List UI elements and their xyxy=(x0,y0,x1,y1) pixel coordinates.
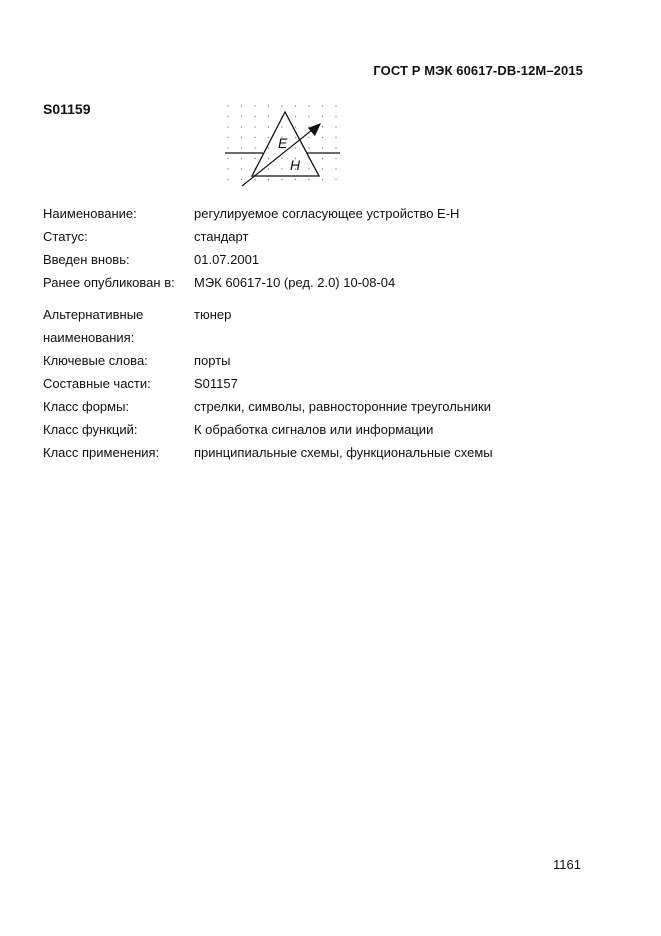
field-label: Составные части: xyxy=(43,376,151,391)
field-value: стандарт xyxy=(194,229,249,244)
field-row xyxy=(43,326,623,349)
field-value: стрелки, символы, равносторонние треугольники xyxy=(194,399,491,414)
label-h: H xyxy=(290,157,301,173)
field-value: S01157 xyxy=(194,376,238,391)
adjust-arrow-head xyxy=(308,123,321,136)
field-value: МЭК 60617-10 (ред. 2.0) 10-08-04 xyxy=(194,275,396,290)
field-row xyxy=(43,372,623,395)
field-row xyxy=(43,248,623,271)
label-e: E xyxy=(278,135,288,151)
standard-header: ГОСТ Р МЭК 60617-DB-12M–2015 xyxy=(373,63,583,78)
field-label: Альтернативные xyxy=(43,307,144,322)
field-label: Класс функций: xyxy=(43,422,138,437)
page-number: 1161 xyxy=(553,857,581,872)
field-value: принципиальные схемы, функциональные схемы xyxy=(194,445,493,460)
field-row xyxy=(43,395,623,418)
field-label: наименования: xyxy=(43,330,135,345)
field-label: Введен вновь: xyxy=(43,252,130,267)
field-row xyxy=(43,271,623,294)
field-value: 01.07.2001 xyxy=(194,252,260,267)
field-value: тюнер xyxy=(194,307,232,322)
symbol-diagram xyxy=(222,100,352,192)
field-row xyxy=(43,418,623,441)
fields-group-classification xyxy=(43,303,623,464)
fields-group-main xyxy=(43,202,623,294)
field-row xyxy=(43,441,623,464)
field-row xyxy=(43,303,623,326)
field-label: Наименование: xyxy=(43,206,137,221)
field-value: регулируемое согласующее устройство Е-Н xyxy=(194,206,460,221)
field-label: Ключевые слова: xyxy=(43,353,148,368)
field-row xyxy=(43,225,623,248)
field-row xyxy=(43,349,623,372)
symbol-code: S01159 xyxy=(43,101,91,117)
field-label: Класс применения: xyxy=(43,445,160,460)
field-row xyxy=(43,202,623,225)
field-value: К обработка сигналов или информации xyxy=(194,422,434,437)
field-value: порты xyxy=(194,353,231,368)
field-value xyxy=(194,326,623,349)
field-label: Ранее опубликован в: xyxy=(43,275,175,290)
field-label: Статус: xyxy=(43,229,88,244)
field-label: Класс формы: xyxy=(43,399,130,414)
